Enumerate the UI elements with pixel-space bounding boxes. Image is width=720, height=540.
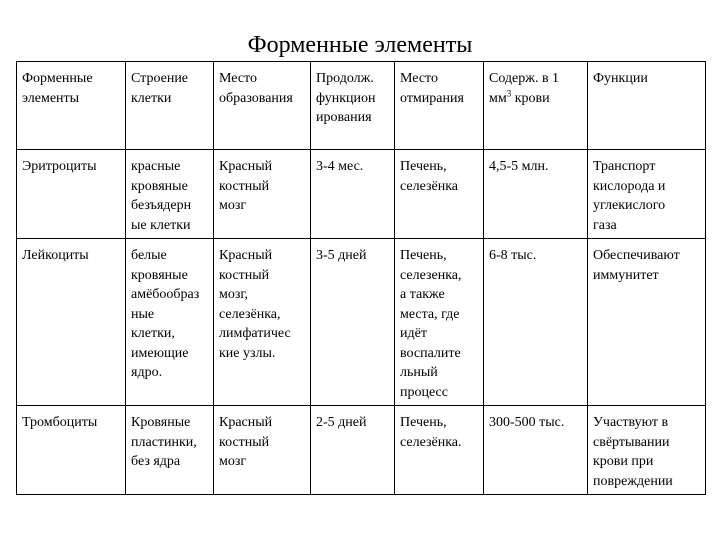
- table-cell: Печень, селезёнка: [395, 150, 484, 239]
- header-content-superscript: 3: [506, 87, 512, 98]
- table-cell: Красный костный мозг: [214, 150, 311, 239]
- table-cell: 2-5 дней: [311, 406, 395, 495]
- header-content-suffix: крови: [511, 90, 550, 106]
- table-cell: Печень, селезёнка.: [395, 406, 484, 495]
- table-cell: Эритроциты: [17, 150, 126, 239]
- table-cell: Транспорт кислорода и углекислого газа: [588, 150, 706, 239]
- header-cell: Место образования: [214, 62, 311, 150]
- table-header-row: [17, 62, 706, 150]
- header-cell: Строение клетки: [126, 62, 214, 150]
- table-row: [17, 239, 706, 406]
- table-cell: Красный костный мозг, селезёнка, лимфатичес кие узлы.: [214, 239, 311, 406]
- table-cell: Тромбоциты: [17, 406, 126, 495]
- header-cell: Продолж. функцион ирования: [311, 62, 395, 150]
- table-cell: красные кровяные безъядерн ые клетки: [126, 150, 214, 239]
- table-cell: 3-5 дней: [311, 239, 395, 406]
- table-cell: 4,5-5 млн.: [484, 150, 588, 239]
- header-cell: Форменные элементы: [17, 62, 126, 150]
- header-content-label: Содерж. в 1 мм: [489, 71, 560, 106]
- table-cell: Обеспечивают иммунитет: [588, 239, 706, 406]
- blood-cells-table: [16, 61, 706, 495]
- header-cell: [484, 62, 588, 150]
- table-row: [17, 150, 706, 239]
- header-cell: Функции: [588, 62, 706, 150]
- table-row: [17, 406, 706, 495]
- table-cell: Кровяные пластинки, без ядра: [126, 406, 214, 495]
- table-cell: Участвуют в свёртывании крови при повреждении: [588, 406, 706, 495]
- table-cell: 3-4 мес.: [311, 150, 395, 239]
- table-cell: Печень, селезенка, а также места, где идёт воспалите льный процесс: [395, 239, 484, 406]
- page-title: Форменные элементы: [247, 32, 473, 58]
- table-cell: белые кровяные амёбообраз ные клетки, имеющие ядро.: [126, 239, 214, 406]
- table-cell: 6-8 тыс.: [484, 239, 588, 406]
- table-cell: Лейкоциты: [17, 239, 126, 406]
- table-cell: 300-500 тыс.: [484, 406, 588, 495]
- table-cell: Красный костный мозг: [214, 406, 311, 495]
- header-cell: Место отмирания: [395, 62, 484, 150]
